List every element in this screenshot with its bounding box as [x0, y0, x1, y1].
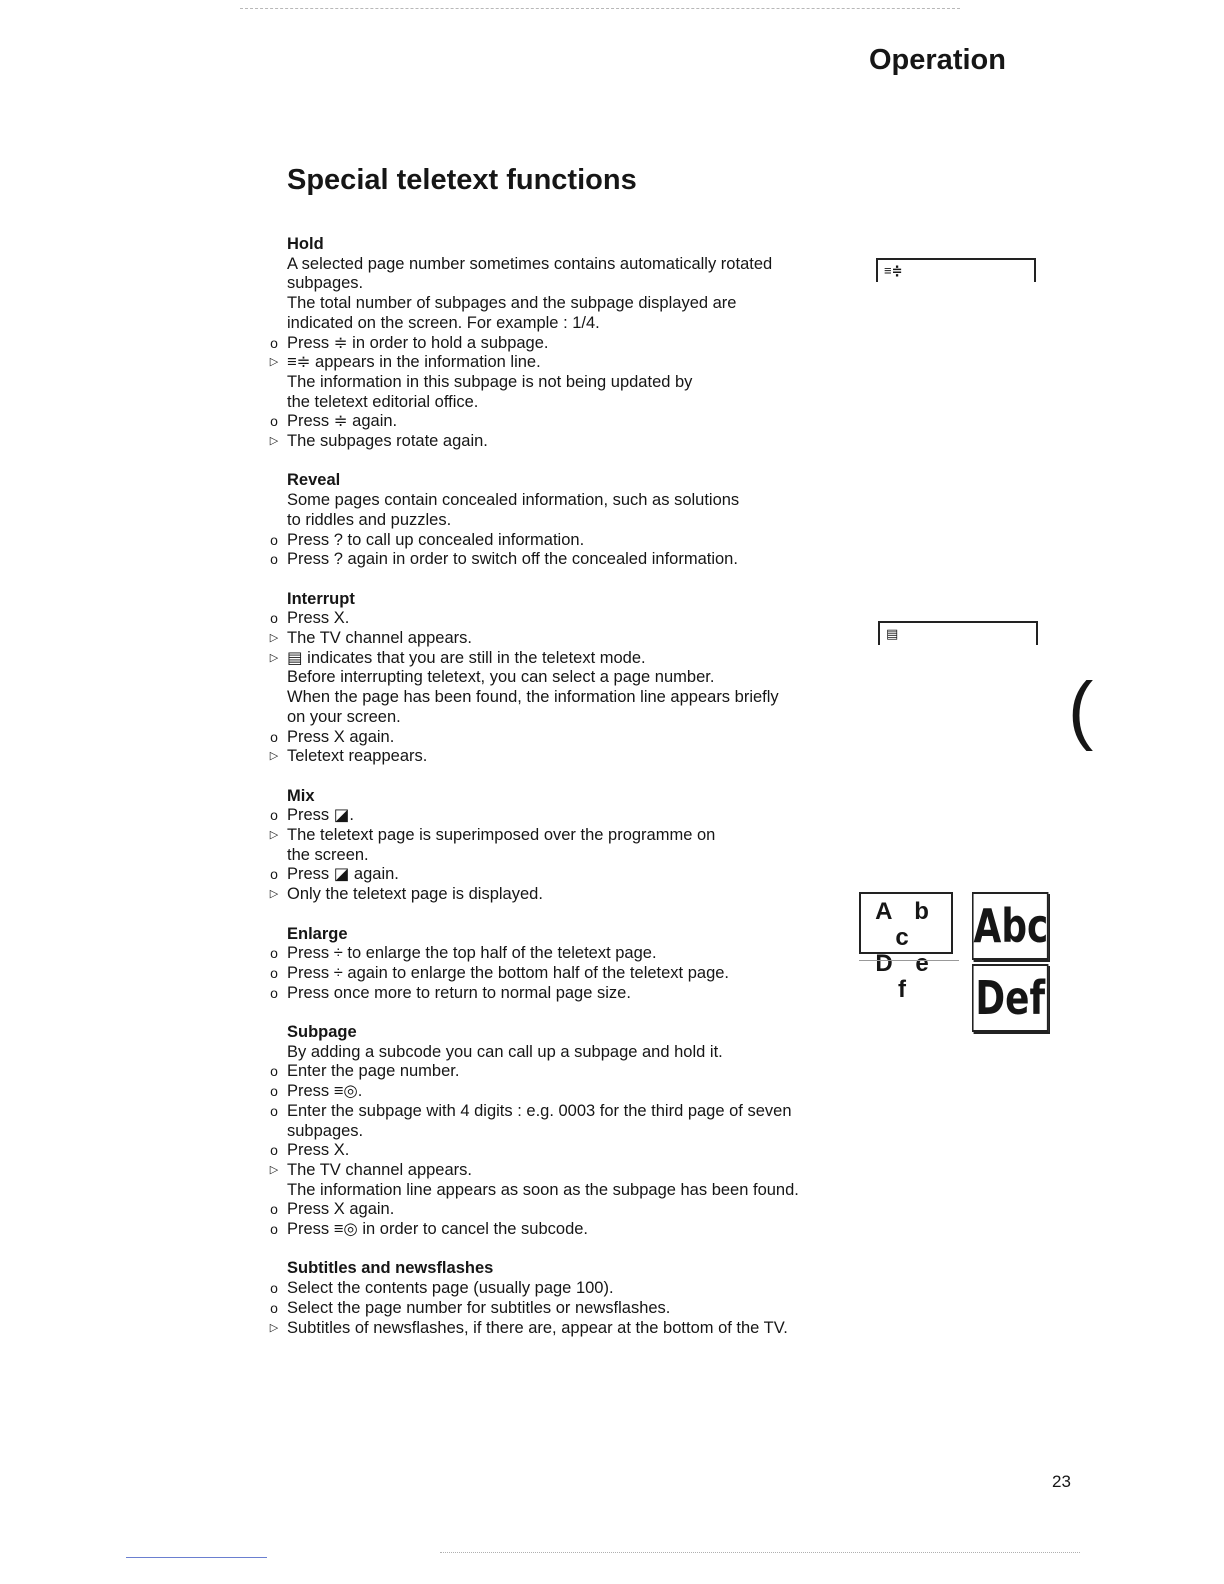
- result-item: [269, 432, 867, 452]
- line-text: Press once more to return to normal page size.: [287, 983, 631, 1002]
- result-arrow-icon: ▷: [269, 632, 279, 645]
- section-interrupt: [269, 589, 867, 767]
- step-bullet-icon: o: [270, 1280, 278, 1297]
- step-bullet-icon: o: [270, 984, 278, 1001]
- line-text: The TV channel appears.: [287, 629, 472, 648]
- line-text: By adding a subcode you can call up a subpage and hold it.: [287, 1042, 723, 1061]
- section-header: Operation: [869, 44, 1006, 76]
- line-text: ≡≑ appears in the information line.: [287, 353, 541, 372]
- enlarge-normal-line1: A b c: [875, 898, 937, 951]
- text-line: [287, 314, 867, 334]
- line-text: Before interrupting teletext, you can select a page number.: [287, 668, 715, 687]
- step-bullet-icon: o: [270, 1299, 278, 1316]
- result-item: [269, 747, 867, 767]
- line-text: The information in this subpage is not being updated by: [287, 372, 693, 391]
- line-text: Press ◪.: [287, 806, 354, 825]
- text-line: [287, 1181, 867, 1201]
- line-text: The information line appears as soon as the subpage has been found.: [287, 1180, 799, 1199]
- text-line: [287, 511, 867, 531]
- line-text: indicated on the screen. For example : 1/4.: [287, 313, 600, 332]
- text-line: [287, 688, 867, 708]
- line-text: Enter the subpage with 4 digits : e.g. 0003 for the third page of seven: [287, 1101, 792, 1120]
- line-text: Press ≑ in order to hold a subpage.: [287, 333, 549, 352]
- step-item: [270, 1298, 867, 1319]
- line-text: subpages.: [287, 1121, 364, 1140]
- section-heading: Mix: [287, 786, 315, 805]
- step-item: [270, 333, 867, 354]
- text-line: [287, 1043, 867, 1063]
- line-text: Press ? again in order to switch off the concealed information.: [287, 550, 738, 569]
- step-bullet-icon: o: [270, 531, 278, 548]
- section-hold: [269, 235, 867, 452]
- line-text: Press ≑ again.: [287, 412, 398, 431]
- line-text: The total number of subpages and the subpage displayed are: [287, 294, 737, 313]
- text-line: [287, 668, 867, 688]
- enlarge-normal-illustration: [859, 892, 953, 1003]
- result-arrow-icon: ▷: [269, 1163, 279, 1176]
- step-item: [270, 983, 867, 1004]
- step-bullet-icon: o: [270, 334, 278, 351]
- section-mix: [269, 786, 867, 905]
- step-item: [270, 1200, 867, 1220]
- step-bullet-icon: o: [270, 945, 278, 962]
- step-item: [270, 1082, 867, 1102]
- line-text: to riddles and puzzles.: [287, 510, 452, 529]
- section-subtitles-and-newsflashes: [269, 1259, 867, 1338]
- step-item: [270, 806, 867, 826]
- line-text: A selected page number sometimes contains automatically rotated: [287, 254, 773, 273]
- text-line: [287, 846, 867, 866]
- step-item: [270, 412, 867, 432]
- bottom-scan-rule: [440, 1552, 1080, 1553]
- line-text: Press ≡◎ in order to cancel the subcode.: [287, 1220, 589, 1239]
- result-arrow-icon: ▷: [269, 651, 279, 664]
- line-text: Press ≡◎.: [287, 1082, 363, 1101]
- result-item: [269, 1160, 867, 1181]
- result-item: [269, 1318, 867, 1339]
- enlarge-top-half-illustration: Abc: [972, 892, 1048, 960]
- result-arrow-icon: ▷: [269, 829, 279, 842]
- line-text: Select the page number for subtitles or newsflashes.: [287, 1298, 671, 1317]
- step-item: [270, 1141, 867, 1161]
- line-text: Press X again.: [287, 1200, 395, 1219]
- bottom-link-rule: [126, 1557, 267, 1558]
- line-text: on your screen.: [287, 707, 401, 726]
- text-line: [287, 274, 867, 294]
- step-item: [270, 1279, 867, 1299]
- line-text: subpages.: [287, 274, 364, 293]
- text-line: [287, 491, 867, 511]
- line-text: Press ◪ again.: [287, 865, 399, 884]
- result-item: [269, 353, 867, 373]
- step-bullet-icon: o: [270, 1142, 278, 1159]
- step-item: [270, 609, 867, 629]
- step-bullet-icon: o: [270, 413, 278, 430]
- line-text: ▤ indicates that you are still in the teletext mode.: [287, 648, 646, 667]
- hold-info-line-illustration: [876, 258, 1036, 282]
- step-bullet-icon: o: [270, 1201, 278, 1218]
- line-text: Press X.: [287, 609, 350, 628]
- step-bullet-icon: o: [270, 1063, 278, 1080]
- step-bullet-icon: o: [270, 964, 278, 981]
- result-item: [269, 629, 867, 649]
- illustration-underline: [859, 960, 959, 961]
- top-scan-rule: [240, 8, 960, 9]
- section-reveal: [270, 471, 867, 570]
- section-enlarge: [270, 924, 867, 1004]
- result-arrow-icon: ▷: [269, 1321, 279, 1334]
- teletext-icon: ▤: [886, 626, 899, 641]
- step-item: [270, 1101, 867, 1122]
- step-item: [270, 1220, 867, 1240]
- result-item: [269, 648, 867, 669]
- step-item: [270, 865, 867, 885]
- hold-icon: ≡≑: [884, 263, 903, 278]
- step-item: [270, 944, 867, 964]
- line-text: Select the contents page (usually page 100).: [287, 1279, 614, 1298]
- section-subpage: [269, 1023, 867, 1240]
- text-line: [287, 294, 867, 314]
- line-text: When the page has been found, the information line appears briefly: [287, 688, 779, 707]
- line-text: The TV channel appears.: [287, 1160, 472, 1179]
- line-text: the teletext editorial office.: [287, 392, 479, 411]
- step-bullet-icon: o: [270, 1102, 278, 1119]
- step-bullet-icon: o: [270, 728, 278, 745]
- step-item: [270, 963, 867, 984]
- line-text: Press ÷ again to enlarge the bottom half of the teletext page.: [287, 963, 730, 982]
- step-bullet-icon: o: [270, 1221, 278, 1238]
- teletext-mode-illustration: [878, 621, 1038, 645]
- result-arrow-icon: ▷: [269, 888, 279, 901]
- section-heading: Interrupt: [287, 589, 355, 608]
- line-text: Enter the page number.: [287, 1062, 460, 1081]
- result-item: [269, 826, 867, 846]
- text-line: [287, 1122, 867, 1142]
- line-text: Subtitles of newsflashes, if there are, appear at the bottom of the TV.: [287, 1318, 788, 1337]
- line-text: The subpages rotate again.: [287, 432, 488, 451]
- line-text: Press X again.: [287, 727, 395, 746]
- step-item: [270, 1062, 867, 1082]
- text-line: [287, 373, 867, 393]
- line-text: Press X.: [287, 1141, 350, 1160]
- result-arrow-icon: ▷: [269, 435, 279, 448]
- text-line: [287, 255, 867, 275]
- margin-bracket: (: [1068, 667, 1094, 752]
- section-heading: Reveal: [287, 471, 341, 490]
- line-text: Teletext reappears.: [287, 747, 428, 766]
- result-arrow-icon: ▷: [269, 356, 279, 369]
- step-bullet-icon: o: [270, 866, 278, 883]
- line-text: The teletext page is superimposed over the programme on: [287, 826, 716, 845]
- step-item: [270, 550, 867, 570]
- step-item: [270, 727, 867, 748]
- line-text: Only the teletext page is displayed.: [287, 885, 543, 904]
- section-heading: Enlarge: [287, 924, 348, 943]
- enlarge-normal-line2: D e f: [875, 950, 937, 1003]
- step-item: [270, 530, 867, 551]
- line-text: Some pages contain concealed information, such as solutions: [287, 491, 740, 510]
- line-text: Press ÷ to enlarge the top half of the teletext page.: [287, 944, 657, 963]
- enlarge-bottom-half-illustration: Def: [972, 964, 1048, 1032]
- page-number: 23: [1052, 1472, 1071, 1491]
- line-text: the screen.: [287, 845, 369, 864]
- section-heading: Hold: [287, 235, 324, 253]
- text-line: [287, 708, 867, 728]
- instructions-body: [269, 235, 867, 1358]
- page-title: Special teletext functions: [287, 164, 637, 196]
- line-text: Press ? to call up concealed information.: [287, 530, 585, 549]
- section-heading: Subpage: [287, 1023, 357, 1042]
- step-bullet-icon: o: [270, 807, 278, 824]
- step-bullet-icon: o: [270, 1083, 278, 1100]
- step-bullet-icon: o: [270, 551, 278, 568]
- step-bullet-icon: o: [270, 610, 278, 627]
- text-line: [287, 393, 867, 413]
- result-arrow-icon: ▷: [269, 750, 279, 763]
- section-heading: Subtitles and newsflashes: [287, 1259, 494, 1278]
- result-item: [269, 885, 867, 905]
